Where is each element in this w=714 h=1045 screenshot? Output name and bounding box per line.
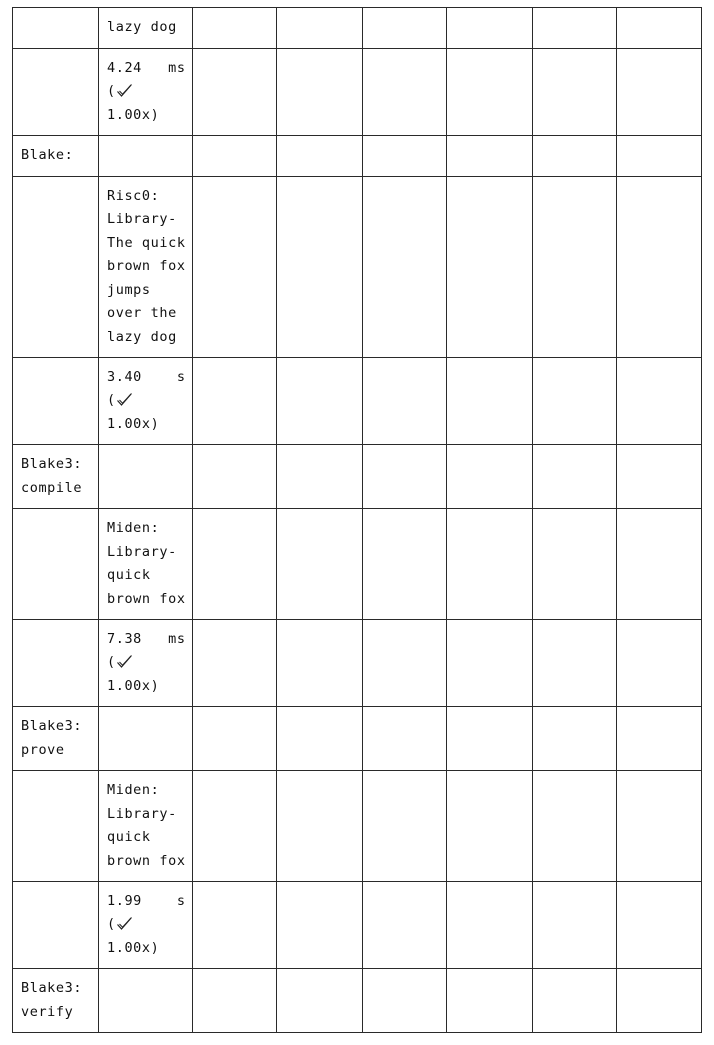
entry-line: Library-: [107, 211, 177, 228]
empty-cell: [362, 969, 446, 1033]
empty-cell: [532, 509, 616, 620]
empty-cell: [616, 620, 701, 707]
table-row: [13, 8, 702, 49]
empty-cell: [192, 358, 276, 445]
empty-cell: [192, 49, 276, 136]
empty-cell: [532, 8, 616, 49]
check-mark-icon: [116, 83, 133, 98]
empty-cell: [276, 177, 362, 358]
entry-cell: [99, 707, 193, 771]
table-row: [13, 49, 702, 136]
empty-cell: [276, 8, 362, 49]
empty-cell: [192, 969, 276, 1033]
empty-cell: [276, 49, 362, 136]
empty-cell: [446, 358, 532, 445]
empty-cell: [616, 177, 701, 358]
empty-cell: [192, 620, 276, 707]
open-paren: (: [107, 83, 116, 100]
entry-line: Library-: [107, 805, 177, 822]
entry-cell: [99, 771, 193, 882]
table-row: [13, 771, 702, 882]
check-mark-icon: [116, 916, 133, 931]
open-paren: (: [107, 916, 116, 933]
empty-cell: [276, 771, 362, 882]
result-unit: s: [176, 368, 186, 385]
empty-cell: [276, 358, 362, 445]
empty-cell: [446, 445, 532, 509]
entry-cell: [99, 969, 193, 1033]
empty-cell: [616, 882, 701, 969]
empty-cell: [446, 177, 532, 358]
empty-cell: [192, 8, 276, 49]
empty-cell: [362, 8, 446, 49]
empty-cell: [192, 771, 276, 882]
result-ratio: 1.00x): [107, 106, 160, 123]
row-label-line: Blake3:: [21, 456, 83, 472]
empty-cell: [616, 771, 701, 882]
row-label-cell: [13, 771, 99, 882]
entry-cell: [99, 509, 193, 620]
check-mark-icon: [116, 654, 133, 669]
result-unit: s: [176, 892, 186, 909]
empty-cell: [532, 969, 616, 1033]
entry-line: Risc0:: [107, 187, 160, 204]
result-value: 7.38: [107, 630, 142, 647]
entry-cell: [99, 8, 193, 49]
empty-cell: [616, 445, 701, 509]
empty-cell: [532, 707, 616, 771]
row-label-cell: [13, 707, 99, 771]
empty-cell: [616, 707, 701, 771]
entry-line: Miden:: [107, 782, 160, 798]
table-row: [13, 882, 702, 969]
empty-cell: [446, 136, 532, 177]
empty-cell: [362, 620, 446, 707]
entry-cell: [99, 177, 193, 358]
result-unit: ms: [168, 630, 186, 647]
entry-line: brown fox: [107, 590, 186, 607]
row-label-cell: [13, 49, 99, 136]
entry-line: brown fox: [107, 852, 186, 869]
result-time: [107, 366, 186, 390]
empty-cell: [362, 509, 446, 620]
empty-cell: [532, 49, 616, 136]
empty-cell: [616, 136, 701, 177]
row-label-cell: [13, 136, 99, 177]
result-time: [107, 890, 186, 914]
table-row: [13, 358, 702, 445]
empty-cell: [446, 509, 532, 620]
row-label-cell: [13, 620, 99, 707]
empty-cell: [446, 8, 532, 49]
result-value: 1.99: [107, 892, 142, 909]
result-unit: ms: [168, 59, 186, 76]
result-mark-line: [107, 651, 186, 675]
result-ratio: 1.00x): [107, 939, 160, 956]
table-row: [13, 969, 702, 1033]
empty-cell: [276, 445, 362, 509]
empty-cell: [532, 136, 616, 177]
empty-cell: [276, 136, 362, 177]
empty-cell: [616, 49, 701, 136]
result-ratio: 1.00x): [107, 677, 160, 694]
entry-line: over the: [107, 305, 177, 322]
empty-cell: [616, 8, 701, 49]
entry-cell: [99, 136, 193, 177]
empty-cell: [276, 509, 362, 620]
result-time: [107, 628, 186, 652]
empty-cell: [532, 771, 616, 882]
empty-cell: [362, 707, 446, 771]
check-mark-icon: [116, 392, 133, 407]
table-row: [13, 620, 702, 707]
empty-cell: [446, 620, 532, 707]
row-label-cell: [13, 509, 99, 620]
entry-line: lazy dog: [107, 19, 177, 36]
row-label-line: Blake:: [21, 147, 74, 164]
empty-cell: [362, 358, 446, 445]
result-ratio: 1.00x): [107, 415, 160, 432]
entry-line: quick: [107, 567, 151, 583]
result-mark-line: [107, 80, 186, 104]
row-label-cell: [13, 882, 99, 969]
result-cell: [99, 882, 193, 969]
empty-cell: [192, 136, 276, 177]
empty-cell: [192, 509, 276, 620]
empty-cell: [276, 620, 362, 707]
table-body: [13, 8, 702, 1033]
row-label-cell: [13, 177, 99, 358]
empty-cell: [446, 882, 532, 969]
entry-line: Library-: [107, 543, 177, 560]
result-cell: [99, 49, 193, 136]
benchmark-table: [12, 7, 702, 1033]
empty-cell: [616, 509, 701, 620]
empty-cell: [192, 177, 276, 358]
row-label-line: prove: [21, 741, 65, 758]
result-time: [107, 57, 186, 81]
entry-line: brown fox: [107, 258, 186, 275]
empty-cell: [446, 707, 532, 771]
row-label-cell: [13, 969, 99, 1033]
row-label-line: Blake3:: [21, 718, 83, 734]
entry-line: Miden:: [107, 520, 160, 536]
entry-line: lazy dog: [107, 328, 177, 345]
entry-cell: [99, 445, 193, 509]
table-row: [13, 136, 702, 177]
open-paren: (: [107, 392, 116, 409]
entry-line: jumps: [107, 281, 151, 298]
result-value: 3.40: [107, 368, 142, 385]
empty-cell: [276, 969, 362, 1033]
row-label-line: Blake3:: [21, 980, 83, 996]
empty-cell: [362, 445, 446, 509]
table-row: [13, 509, 702, 620]
result-mark-line: [107, 913, 186, 937]
empty-cell: [362, 177, 446, 358]
empty-cell: [276, 707, 362, 771]
result-cell: [99, 620, 193, 707]
empty-cell: [362, 771, 446, 882]
row-label-line: compile: [21, 479, 83, 496]
entry-line: quick: [107, 829, 151, 845]
empty-cell: [192, 445, 276, 509]
empty-cell: [532, 177, 616, 358]
empty-cell: [532, 620, 616, 707]
empty-cell: [532, 882, 616, 969]
empty-cell: [192, 882, 276, 969]
empty-cell: [532, 358, 616, 445]
empty-cell: [446, 771, 532, 882]
empty-cell: [362, 136, 446, 177]
row-label-cell: [13, 445, 99, 509]
row-label-cell: [13, 8, 99, 49]
empty-cell: [276, 882, 362, 969]
empty-cell: [362, 49, 446, 136]
empty-cell: [532, 445, 616, 509]
entry-line: The quick: [107, 234, 186, 251]
empty-cell: [362, 882, 446, 969]
empty-cell: [446, 969, 532, 1033]
empty-cell: [446, 49, 532, 136]
empty-cell: [616, 969, 701, 1033]
table-row: [13, 445, 702, 509]
result-value: 4.24: [107, 59, 142, 76]
open-paren: (: [107, 654, 116, 671]
result-cell: [99, 358, 193, 445]
empty-cell: [616, 358, 701, 445]
table-row: [13, 707, 702, 771]
row-label-line: verify: [21, 1003, 74, 1020]
result-mark-line: [107, 389, 186, 413]
row-label-cell: [13, 358, 99, 445]
empty-cell: [192, 707, 276, 771]
table-row: [13, 177, 702, 358]
